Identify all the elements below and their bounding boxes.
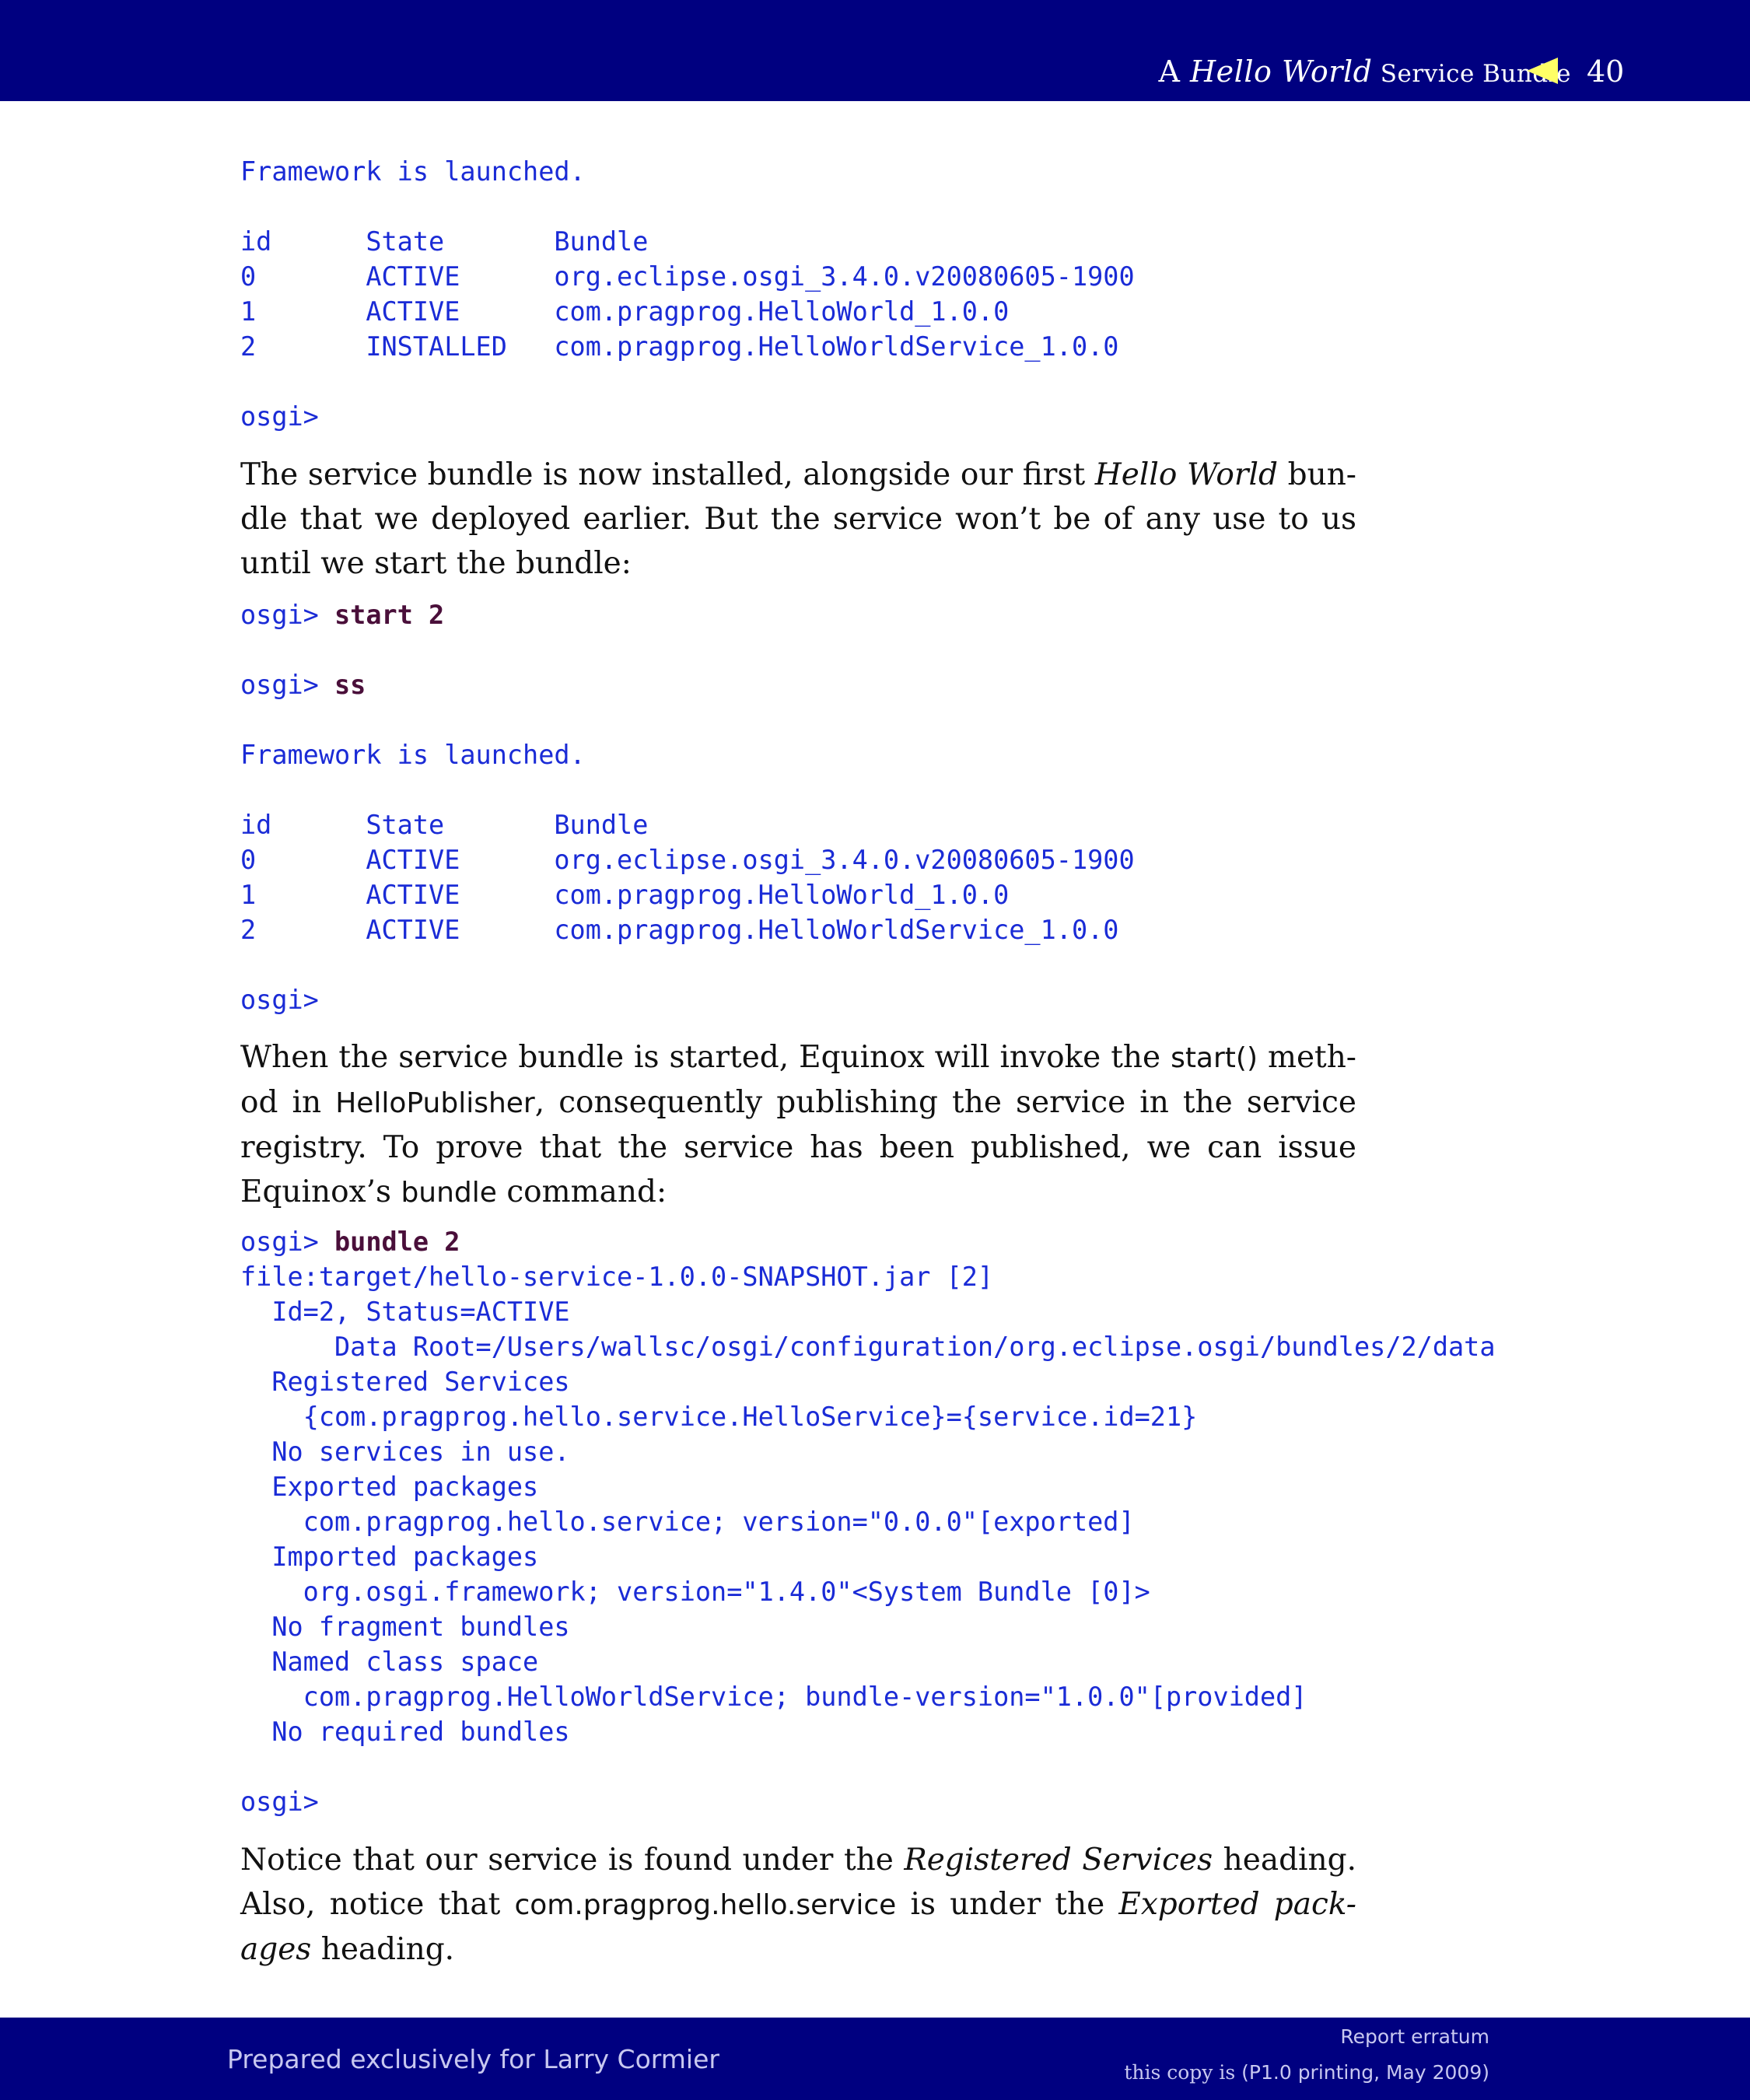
osgi-prompt: osgi> [240, 401, 319, 432]
bundle-detail-line: No fragment bundles [240, 1612, 570, 1642]
bundle-detail-line: Exported packages [240, 1472, 539, 1502]
osgi-prompt: osgi> [240, 1787, 319, 1817]
previous-page-arrow-icon[interactable] [1527, 58, 1558, 84]
console-output-block-1 [240, 154, 1135, 434]
paragraph-started: When the service bundle is started, Equinox will invoke the start() meth-od in HelloPublisher, consequently publishing the service in the service registry. To prove that the service has been published, we can issue Equinox’s bundle command: [240, 1040, 1356, 1209]
bundle-detail-line: Registered Services [240, 1367, 570, 1397]
console-output-block-2: osgi> start 2 osgi> ss Framework is launched. id State Bundle 0 ACTIVE org.eclipse.osgi_3.4.0.v20080605-1900 1 ACTIVE com.pragprog.HelloWorld_1.0.0 2 ACTIVE com.pragprog.HelloWorldService_1.0.0 osgi> [240, 600, 1135, 1015]
bundle-row: 2 INSTALLED com.pragprog.HelloWorldService_1.0.0 [240, 331, 1119, 362]
bundle-detail-line: Imported packages [240, 1542, 539, 1572]
bundle-detail-line: {com.pragprog.hello.service.HelloService}={service.id=21} [240, 1402, 1198, 1432]
start-command: start 2 [334, 600, 445, 630]
paragraph-installed: The service bundle is now installed, alongside our first Hello World bun-dle that we deployed earlier. But the service won’t be of any use to us until we start the bundle: [240, 457, 1356, 581]
bundle-detail-line: org.osgi.framework; version="1.4.0"<System Bundle [0]> [240, 1577, 1150, 1607]
bundle-detail-line: No required bundles [240, 1717, 570, 1747]
running-title: A Hello World Service Bundle [1158, 54, 1571, 89]
framework-launched-line: Framework is launched. [240, 156, 586, 187]
bundle-table-header: id State Bundle [240, 226, 649, 257]
paragraph-notice: Notice that our service is found under the Registered Services heading. Also, notice that com.pragprog.hello.service is under the Exported pack-ages heading. [240, 1843, 1356, 1967]
page-footer [0, 2018, 1750, 2100]
bundle-detail-line: Data Root=/Users/wallsc/osgi/configuration/org.eclipse.osgi/bundles/2/data [240, 1332, 1496, 1362]
bundle-row: 0 ACTIVE org.eclipse.osgi_3.4.0.v20080605-1900 [240, 261, 1135, 292]
bundle-row: 0 ACTIVE org.eclipse.osgi_3.4.0.v20080605-1900 [240, 845, 1135, 875]
bundle-detail-line: Id=2, Status=ACTIVE [240, 1297, 570, 1327]
bundle-detail-line: com.pragprog.hello.service; version="0.0.0"[exported] [240, 1507, 1135, 1537]
report-erratum-link[interactable]: Report erratum [1340, 2025, 1489, 2048]
running-title-italic: Hello World [1190, 54, 1373, 89]
bundle-detail-line: file:target/hello-service-1.0.0-SNAPSHOT.jar [2] [240, 1262, 994, 1292]
bundle-command: bundle 2 [334, 1227, 460, 1257]
ss-command: ss [334, 670, 366, 700]
osgi-prompt: osgi> [240, 985, 319, 1015]
bundle-detail-line: No services in use. [240, 1437, 570, 1467]
bundle-detail-line: com.pragprog.HelloWorldService; bundle-version="1.0.0"[provided] [240, 1682, 1307, 1712]
bundle-row: 2 ACTIVE com.pragprog.HelloWorldService_1.0.0 [240, 915, 1119, 945]
framework-launched-line: Framework is launched. [240, 740, 586, 770]
bundle-row: 1 ACTIVE com.pragprog.HelloWorld_1.0.0 [240, 296, 1010, 327]
bundle-detail-line: Named class space [240, 1647, 539, 1677]
page-number: 40 [1587, 54, 1625, 89]
bundle-table-header: id State Bundle [240, 810, 649, 840]
printing-info: this copy is (P1.0 printing, May 2009) [1124, 2061, 1489, 2084]
console-output-block-3: osgi> bundle 2 file:target/hello-service-1.0.0-SNAPSHOT.jar [2] Id=2, Status=ACTIVE Data Root=/Users/wallsc/osgi/configuration/org.eclipse.osgi/bundles/2/data Registered Services {com.pragprog.hello.service.HelloService}={service.id=21} No services in use. Exported packages com.pragprog.hello.service; version="0.0.0"[exported] Imported packages org.osgi.framework; version="1.4.0"<System Bundle [0]> No fragment bundles Named class space com.pragprog.HelloWorldService; bundle-version="1.0.0"[provided] No required bundles osgi> [240, 1227, 1496, 1817]
prepared-for-text: Prepared exclusively for Larry Cormier [227, 2044, 719, 2074]
page-header [0, 0, 1750, 101]
bundle-row: 1 ACTIVE com.pragprog.HelloWorld_1.0.0 [240, 880, 1010, 910]
